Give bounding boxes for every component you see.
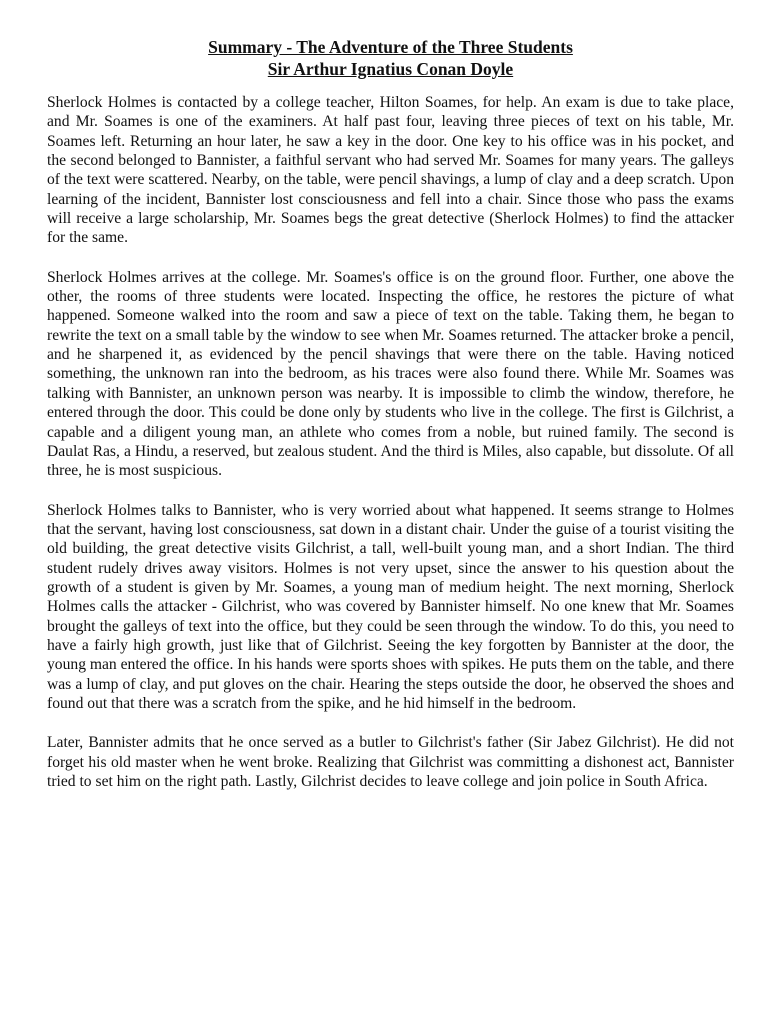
paragraph-4: Later, Bannister admits that he once served as a butler to Gilchrist's father (Sir Jabez Gilchrist). He did not forget his old master when he went broke. Realizing that Gilchrist was committing a dishonest act, Bannister tried to set him on the right path. Lastly, Gilchrist decides to leave college and join police in South Africa.	[47, 734, 734, 790]
paragraph-3: Sherlock Holmes talks to Bannister, who is very worried about what happened. It seems strange to Holmes that the servant, having lost consciousness, sat down in a distant chair. Under the guise of a tourist visiting the old building, the great detective visits Gilchrist, a tall, well-built young man, and a short Indian. The third student rudely drives away visitors. Holmes is not very upset, since the answer to his question about the growth of a student is given by Mr. Soames, a young man of medium height. The next morning, Sherlock Holmes calls the attacker - Gilchrist, who was covered by Bannister himself. No one knew that Mr. Soames brought the galleys of text into the office, but they could be seen through the window. To do this, you need to have a fairly high growth, just like that of Gilchrist. Seeing the key forgotten by Bannister at the door, the young man entered the office. In his hands were sports shoes with spikes. He puts them on the table, and there was a lump of clay, and put gloves on the chair. Hearing the steps outside the door, he observed the shoes and found out that there was a scratch from the spike, and he hid himself in the bedroom.	[47, 501, 734, 712]
paragraph-1: Sherlock Holmes is contacted by a college teacher, Hilton Soames, for help. An exam is due to take place, and Mr. Soames is one of the examiners. At half past four, leaving three pieces of text on his table, Mr. Soames left. Returning an hour later, he saw a key in the door. One key to his office was in his pocket, and the second belonged to Bannister, a faithful servant who had served Mr. Soames for many years. The galleys of the text were scattered. Nearby, on the table, were pencil shavings, a lump of clay and a deep scratch. Upon learning of the incident, Bannister lost consciousness and fell into a chair. Since those who pass the exams will receive a large scholarship, Mr. Soames begs the great detective (Sherlock Holmes) to find the attacker for the same.	[47, 94, 735, 247]
document-page	[47, 36, 734, 811]
paragraph-2: Sherlock Holmes arrives at the college. Mr. Soames's office is on the ground floor. Further, one above the other, the rooms of three students were located. Inspecting the office, he restores the picture of what happened. Someone walked into the room and saw a piece of text on the table. Taking them, he began to rewrite the text on a small table by the window to see when Mr. Soames returned. The attacker broke a pencil, and he sharpened it, as evidenced by the pencil shavings that were there on the table. Having noticed something, the unknown ran into the bedroom, as his traces were also found there. While Mr. Soames was talking with Bannister, an unknown person was nearby. It is impossible to climb the window, therefore, he entered through the door. This could be done only by students who live in the college. The first is Gilchrist, a capable and a diligent young man, an athlete who comes from a noble, but ruined family. The second is Daulat Ras, a Hindu, a reserved, but zealous student. And the third is Miles, also capable, but dissolute. Of all three, he is most suspicious.	[47, 268, 734, 480]
document-title: Summary - The Adventure of the Three Students	[208, 37, 573, 57]
document-author: Sir Arthur Ignatius Conan Doyle	[267, 59, 514, 79]
